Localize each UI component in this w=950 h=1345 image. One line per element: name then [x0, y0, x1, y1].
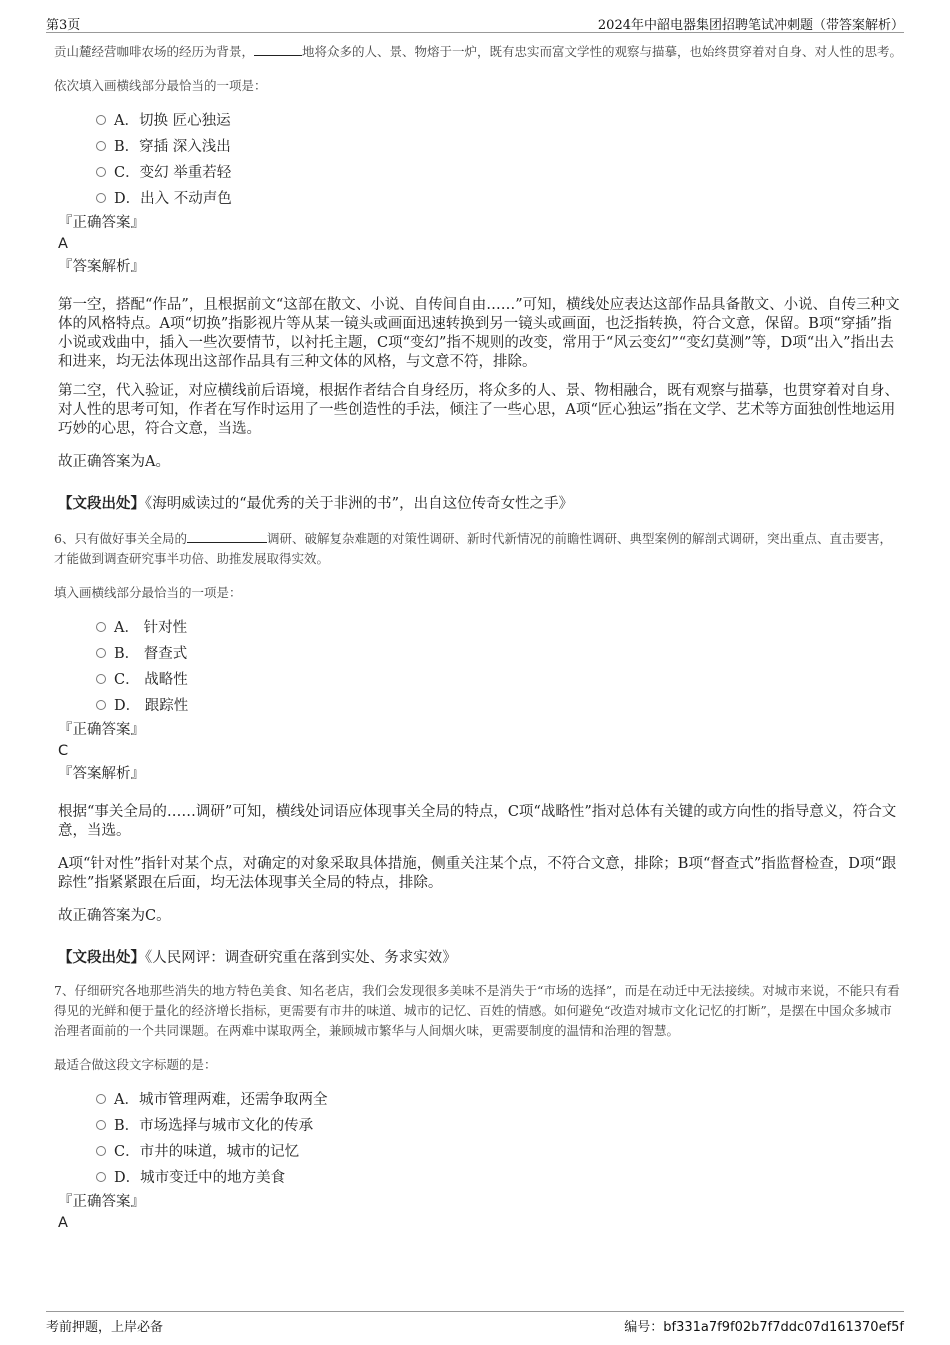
option-label: D．城市变迁中的地方美食: [114, 1170, 286, 1186]
radio-icon[interactable]: [96, 1146, 106, 1156]
q6-stem-before: 6、只有做好事关全局的: [54, 531, 187, 546]
q6-options: [96, 613, 904, 717]
option-label: C．变幻 举重若轻: [114, 165, 232, 181]
option-label: C． 战略性: [114, 672, 188, 688]
radio-icon[interactable]: [96, 648, 106, 658]
option-label: C．市井的味道，城市的记忆: [114, 1144, 300, 1160]
option-label: D．出入 不动声色: [114, 191, 232, 207]
q6-analysis-2: A项“针对性”指针对某个点，对确定的对象采取具体措施，侧重关注某个点，不符合文意，排除；B项“督查式”指监督检查，D项“跟踪性”指紧紧跟在后面，均无法体现事关全局的特点，排除。: [58, 856, 897, 891]
option-label: B．穿插 深入浅出: [114, 139, 231, 155]
q6-source: [58, 946, 904, 967]
q5-analysis-2: 第二空，代入验证，对应横线前后语境，根据作者结合自身经历，将众多的人、景、物相融合，既有观察与描摹，也贯穿着对自身、对人性的思考可知，作者在写作时运用了一些创造性的手法，倾注了一些心思，A项“匠心独运”指在文学、艺术等方面独创性地运用巧妙的心思，符合文意，当选。: [58, 383, 899, 437]
q6-option-a[interactable]: [96, 613, 904, 639]
q6-stem: [54, 529, 904, 569]
radio-icon[interactable]: [96, 115, 106, 125]
q7-option-b[interactable]: [96, 1111, 904, 1137]
q7-answer: A: [58, 1215, 68, 1231]
code-label: 编号：: [624, 1320, 664, 1335]
q5-option-d[interactable]: [96, 184, 904, 210]
q5-option-b[interactable]: [96, 132, 904, 158]
q5-option-c[interactable]: [96, 158, 904, 184]
page-header: [46, 12, 904, 33]
q7-option-d[interactable]: [96, 1163, 904, 1189]
q5-option-a[interactable]: [96, 106, 904, 132]
q5-stem: [54, 42, 904, 62]
source-text: 《人民网评：调查研究重在落到实处、务求实效》: [145, 950, 457, 966]
q5-analysis-3: 故正确答案为A。: [58, 454, 170, 470]
source-text: 《海明威读过的“最优秀的关于非洲的书”，出自这位传奇女性之手》: [145, 496, 574, 512]
option-label: A． 针对性: [114, 620, 188, 636]
q7-options: [96, 1085, 904, 1189]
q7-stem: 7、仔细研究各地那些消失的地方特色美食、知名老店，我们会发现很多美味不是消失于“市场的选择”，而是在动迁中无法接续。对城市来说，不能只有看得见的光鲜和便于量化的经济增长指标，更需要有市井的味道、城市的记忆、百姓的情感。如何避免“改造对城市文化记忆的打断”，是摆在中国众多城市治理者面前的一个共同课题。在两难中谋取两全，兼顾城市繁华与人间烟火味，更需要制度的温情和治理的智慧。: [54, 983, 900, 1038]
q6-stem-after: 调研、破解复杂难题的对策性调研、新时代新情况的前瞻性调研、典型案例的解剖式调研，突出重点、直击要害，才能做到调查研究事半功倍、助推发展取得实效。: [54, 531, 892, 566]
q5-answer-label: 『正确答案』: [58, 215, 145, 231]
q5-options: [96, 106, 904, 210]
q5-analysis-label: 『答案解析』: [58, 259, 145, 275]
q6-answer-label: 『正确答案』: [58, 722, 145, 738]
q6-option-b[interactable]: [96, 639, 904, 665]
page-number: 第3页: [46, 18, 81, 33]
radio-icon[interactable]: [96, 700, 106, 710]
q7-prompt: 最适合做这段文字标题的是：: [54, 1057, 217, 1072]
code-value: bf331a7f9f02b7f7ddc07d161370ef5f: [663, 1320, 904, 1335]
option-label: B． 督查式: [114, 646, 188, 662]
option-label: D． 跟踪性: [114, 698, 189, 714]
radio-icon[interactable]: [96, 622, 106, 632]
radio-icon[interactable]: [96, 141, 106, 151]
radio-icon[interactable]: [96, 1120, 106, 1130]
q5-source: [58, 492, 904, 513]
source-label: 【文段出处】: [58, 949, 145, 966]
question-6: [54, 529, 904, 967]
q7-option-a[interactable]: [96, 1085, 904, 1111]
radio-icon[interactable]: [96, 193, 106, 203]
radio-icon[interactable]: [96, 1172, 106, 1182]
radio-icon[interactable]: [96, 167, 106, 177]
q6-analysis-label: 『答案解析』: [58, 766, 145, 782]
q7-option-c[interactable]: [96, 1137, 904, 1163]
q7-answer-label: 『正确答案』: [58, 1194, 145, 1210]
q6-analysis-3: 故正确答案为C。: [58, 908, 171, 924]
option-label: B．市场选择与城市文化的传承: [114, 1118, 314, 1134]
q5-stem-after: 地将众多的人、景、物熔于一炉，既有忠实而富文学性的观察与描摹，也始终贯穿着对自身、对人性的思考。: [302, 44, 903, 59]
q5-stem-before: 贡山麓经营咖啡农场的经历为背景，: [54, 44, 255, 59]
q6-prompt: 填入画横线部分最恰当的一项是：: [54, 585, 242, 600]
footer-slogan: 考前押题，上岸必备: [46, 1320, 164, 1335]
q6-option-d[interactable]: [96, 691, 904, 717]
option-label: A．切换 匠心独运: [114, 113, 231, 129]
q5-blank: [254, 44, 302, 56]
q6-option-c[interactable]: [96, 665, 904, 691]
source-label: 【文段出处】: [58, 495, 145, 512]
q6-answer: C: [58, 743, 69, 759]
q6-blank: [187, 531, 267, 543]
document-code: [624, 1316, 904, 1335]
q6-analysis-1: 根据“事关全局的……调研”可知，横线处词语应体现事关全局的特点，C项“战略性”指对总体有关键的或方向性的指导意义，符合文意，当选。: [58, 804, 897, 839]
page-footer: [46, 1311, 904, 1336]
q5-prompt: 依次填入画横线部分最恰当的一项是：: [54, 78, 267, 93]
q5-answer: A: [58, 236, 68, 252]
radio-icon[interactable]: [96, 1094, 106, 1104]
q5-analysis-1: 第一空，搭配“作品”，且根据前文“这部在散文、小说、自传间自由……”可知，横线处应表达这部作品具备散文、小说、自传三种文体的风格特点。A项“切换”指影视片等从某一镜头或画面迅速转换到另一镜头或画面，也泛指转换，符合文意，保留。B项“穿插”指小说或戏曲中，插入一些次要情节，以衬托主题，C项“变幻”指不规则的改变，常用于“风云变幻”“变幻莫测”等，D项“出入”指出去和进来，均无法体现出这部作品具有三种文体的风格，与文意不符，排除。: [58, 297, 900, 370]
question-7: [54, 981, 904, 1233]
question-5: [54, 42, 904, 513]
document-title: 2024年中韶电器集团招聘笔试冲刺题（带答案解析）: [597, 18, 904, 33]
radio-icon[interactable]: [96, 674, 106, 684]
page-content: [54, 42, 904, 1233]
option-label: A．城市管理两难，还需争取两全: [114, 1092, 328, 1108]
